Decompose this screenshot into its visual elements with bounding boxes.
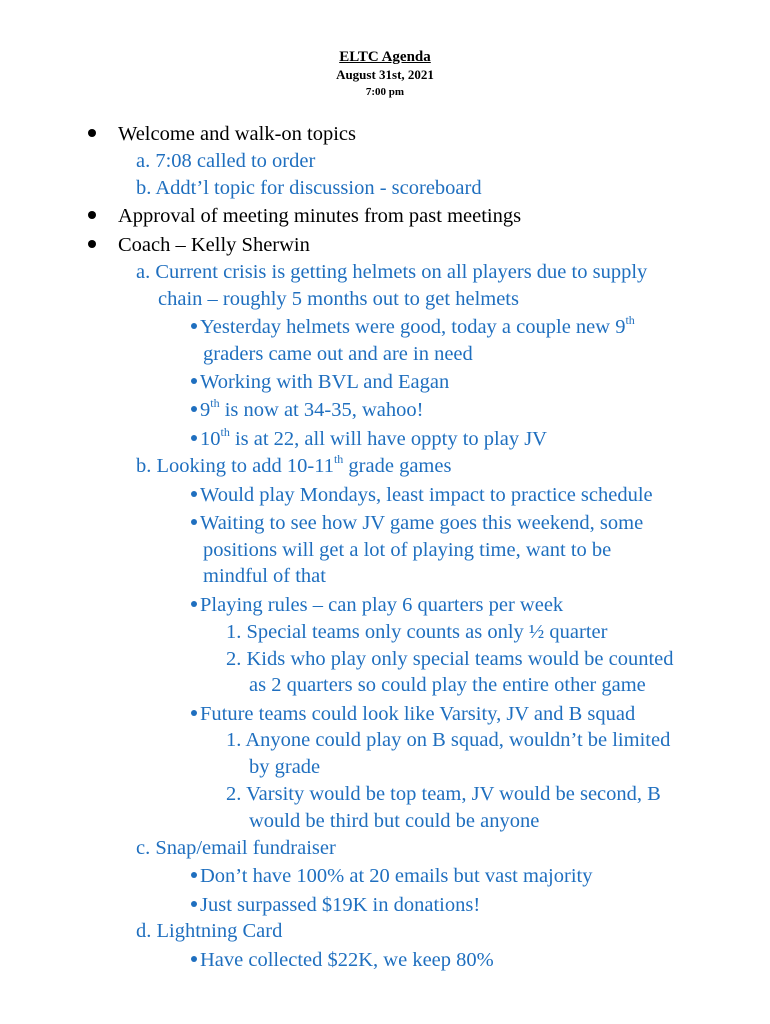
header [0,48,770,100]
coach-sub-c: c. Snap/email fundraiser [136,837,336,859]
meeting-date: August 31st, 2021 [336,67,434,82]
sub-c-bullet-1: Don’t have 100% at 20 emails but vast majority [191,863,592,889]
welcome-sub-b: b. Addt’l topic for discussion - scoreboard [136,177,482,199]
bullet-icon [88,240,96,248]
sub-b-bullet-4-num2: 2. Varsity would be top team, JV would be second, B [226,783,661,805]
agenda-item-welcome: Welcome and walk-on topics [88,121,356,147]
sub-d-bullet-1: Have collected $22K, we keep 80% [191,947,494,973]
sub-b-bullet-4-num1-line2: by grade [249,756,321,778]
sub-b-bullet-3: Playing rules – can play 6 quarters per week [191,592,563,618]
bullet-icon [191,378,197,384]
bullet-icon [191,601,197,607]
bullet-icon [191,435,197,441]
sub-b-bullet-1: Would play Mondays, least impact to practice schedule [191,482,653,508]
sub-b-bullet-2-line3: mindful of that [203,565,326,587]
sub-b-bullet-2-line2: positions will get a lot of playing time, want to be [203,539,612,561]
meeting-time: 7:00 pm [365,86,405,98]
sub-b-bullet-4: Future teams could look like Varsity, JV and B squad [191,701,635,727]
sub-b-bullet-3-num2-line2: as 2 quarters so could play the entire other game [249,674,646,696]
sub-c-bullet-2: Just surpassed $19K in donations! [191,892,480,918]
sub-b-bullet-3-num2: 2. Kids who play only special teams would be counted [226,648,674,670]
bullet-icon [191,323,197,329]
agenda-item-approval: Approval of meeting minutes from past meetings [88,203,521,229]
sub-a-bullet-2: Working with BVL and Eagan [191,369,449,395]
bullet-icon [191,519,197,525]
coach-sub-a-line1: a. Current crisis is getting helmets on all players due to supply [136,261,648,283]
agenda-item-coach: Coach – Kelly Sherwin [88,232,310,258]
sub-a-bullet-4: 10th is at 22, all will have oppty to play JV [191,426,547,452]
bullet-icon [191,956,197,962]
bullet-icon [191,901,197,907]
bullet-icon [191,710,197,716]
bullet-icon [191,491,197,497]
bullet-icon [191,406,197,412]
sub-a-bullet-1: Yesterday helmets were good, today a couple new 9th [191,314,635,340]
sub-a-bullet-3: 9th is now at 34-35, wahoo! [191,397,423,423]
bullet-icon [88,211,96,219]
sub-b-bullet-2: Waiting to see how JV game goes this weekend, some [191,510,643,536]
welcome-sub-a: a. 7:08 called to order [136,150,316,172]
sub-b-bullet-4-num2-line2: would be third but could be anyone [249,810,540,832]
sub-a-bullet-1-line2: graders came out and are in need [203,343,473,365]
bullet-icon [191,872,197,878]
coach-sub-a-line2: chain – roughly 5 months out to get helmets [158,288,519,310]
page-title: ELTC Agenda [339,49,431,65]
bullet-icon [88,129,96,137]
sub-b-bullet-4-num1: 1. Anyone could play on B squad, wouldn’t be limited [226,729,671,751]
coach-sub-d: d. Lightning Card [136,920,283,942]
sub-b-bullet-3-num1: 1. Special teams only counts as only ½ quarter [226,621,608,643]
coach-sub-b: b. Looking to add 10-11th grade games [136,452,452,477]
